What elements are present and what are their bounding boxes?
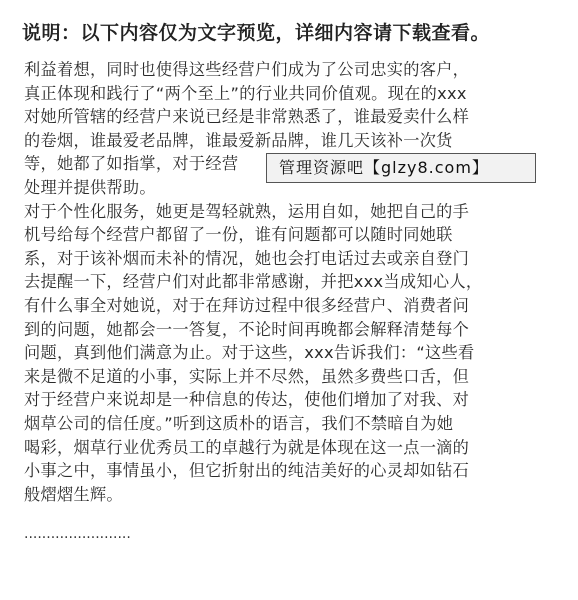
text-line: 问题，真到他们满意为止。对于这些，xxx告诉我们：“这些看 (24, 343, 475, 363)
text-line: 到的问题，她都会一一答复，不论时间再晚都会解释清楚每个 (24, 319, 470, 339)
text-line: 处理并提供帮助。 (24, 177, 156, 197)
text-line: 等，她都了如指掌，对于经营 (24, 154, 239, 174)
site-watermark-banner: 管理资源吧【glzy8.com】 (266, 153, 536, 183)
document-body (24, 58, 554, 506)
ellipsis-dots: ························ (24, 530, 131, 546)
text-line: 机号给每个经营户都留了一份，谁有问题都可以随时同她联 (24, 225, 453, 245)
text-line: 对于个性化服务，她更是驾轻就熟，运用自如，她把自己的手 (24, 201, 470, 221)
preview-notice: 说明：以下内容仅为文字预览，详细内容请下载查看。 (22, 22, 491, 44)
text-line: 小事之中，事情虽小，但它折射出的纯洁美好的心灵却如钻石 (24, 461, 470, 481)
text-line: 烟草公司的信任度。”听到这质朴的语言，我们不禁暗自为她 (24, 413, 454, 433)
text-line: 有什么事全对她说，对于在拜访过程中很多经营户、消费者问 (24, 295, 470, 315)
text-line: 去提醒一下，经营户们对此都非常感谢，并把xxx当成知心人， (24, 272, 483, 292)
text-line: 般熠熠生辉。 (24, 484, 123, 504)
text-line: 真正体现和践行了“两个至上”的行业共同价值观。现在的xxx (24, 83, 467, 103)
text-line: 系，对于该补烟而未补的情况，她也会打电话过去或亲自登门 (24, 248, 470, 268)
text-line: 来是微不足道的小事，实际上并不尽然，虽然多费些口舌，但 (24, 366, 470, 386)
text-line: 利益着想，同时也使得这些经营户们成为了公司忠实的客户， (24, 60, 470, 79)
text-line: 的卷烟，谁最爱老品牌，谁最爱新品牌，谁几天该补一次货 (24, 130, 453, 150)
text-line: 对她所管辖的经营户来说已经是非常熟悉了，谁最爱卖什么样 (24, 107, 470, 127)
text-line: 对于经营户来说却是一种信息的传达，使他们增加了对我、对 (24, 390, 470, 410)
text-line: 喝彩，烟草行业优秀员工的卓越行为就是体现在这一点一滴的 (24, 437, 470, 457)
